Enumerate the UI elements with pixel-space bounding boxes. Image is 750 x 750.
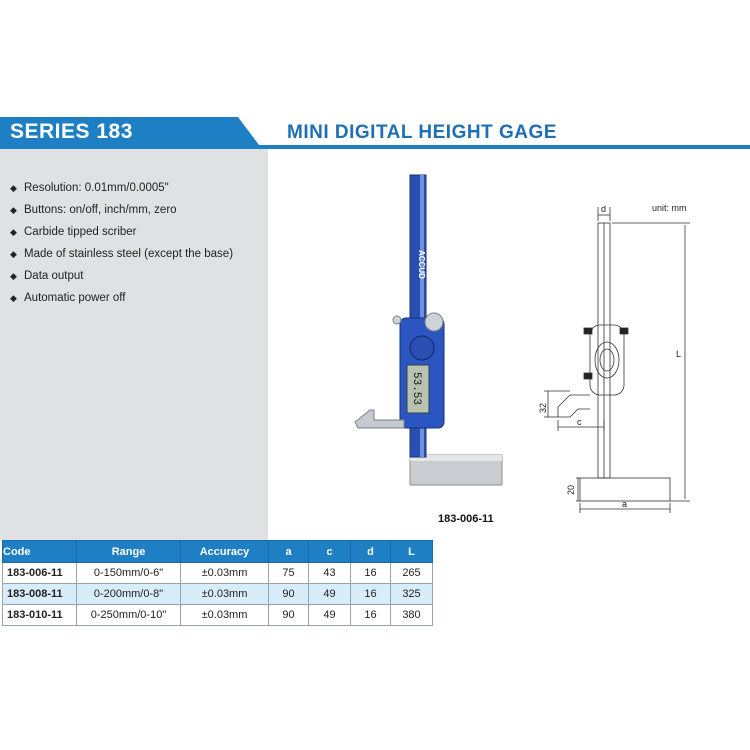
table-cell: 90: [269, 605, 309, 626]
table-cell: 183-006-11: [3, 563, 77, 584]
bullet-icon: ◆: [10, 249, 17, 259]
bullet-icon: ◆: [10, 205, 17, 215]
feature-item: [10, 221, 233, 243]
brand-label: ACCUD: [417, 250, 426, 279]
feature-text: Buttons: on/off, inch/mm, zero: [24, 204, 177, 216]
feature-item: [10, 265, 233, 287]
table-cell: 43: [309, 563, 351, 584]
banner-rule: [240, 145, 750, 149]
scriber-arm: [355, 410, 404, 428]
table-cell: 265: [391, 563, 433, 584]
fine-adjust-knob: [425, 313, 443, 331]
column-header: Accuracy: [181, 541, 269, 563]
dimension-drawing: [520, 195, 740, 515]
feature-text: Carbide tipped scriber: [24, 226, 137, 238]
dim-a-label: a: [622, 499, 628, 509]
column-header: a: [269, 541, 309, 563]
table-row: [3, 605, 433, 626]
dim-L-label: L: [676, 349, 682, 359]
table-cell: 0-200mm/0-8": [77, 584, 181, 605]
bullet-icon: ◆: [10, 227, 17, 237]
lcd-reading: 53.53: [410, 372, 422, 406]
table-cell: 0-250mm/0-10": [77, 605, 181, 626]
table-cell: 183-008-11: [3, 584, 77, 605]
table-cell: ±0.03mm: [181, 563, 269, 584]
lock-screw: [393, 316, 401, 324]
table-cell: 75: [269, 563, 309, 584]
series-title: SERIES 183: [10, 120, 133, 143]
thumb-wheel: [410, 336, 434, 360]
bullet-icon: ◆: [10, 183, 17, 193]
feature-list: [10, 177, 233, 309]
table-cell: 0-150mm/0-6": [77, 563, 181, 584]
feature-item: [10, 177, 233, 199]
table-cell: 90: [269, 584, 309, 605]
dim-20-label: 20: [566, 484, 576, 495]
table-cell: 16: [351, 605, 391, 626]
feature-item: [10, 287, 233, 309]
table-header-row: [3, 541, 433, 563]
column-header: Code: [3, 541, 77, 563]
table-cell: 325: [391, 584, 433, 605]
spec-table: [2, 540, 433, 626]
dim-32-label: 32: [538, 402, 548, 413]
bullet-icon: ◆: [10, 293, 17, 303]
feature-item: [10, 243, 233, 265]
column-header: d: [351, 541, 391, 563]
table-cell: 16: [351, 584, 391, 605]
column-header: c: [309, 541, 351, 563]
feature-item: [10, 199, 233, 221]
drawing-caption: 183-006-11: [438, 513, 494, 525]
feature-text: Made of stainless steel (except the base): [24, 248, 234, 260]
table-cell: 380: [391, 605, 433, 626]
table-cell: 183-010-11: [3, 605, 77, 626]
table-cell: ±0.03mm: [181, 605, 269, 626]
column-header: Range: [77, 541, 181, 563]
dim-d-label: d: [601, 204, 607, 214]
table-row: [3, 584, 433, 605]
table-cell: ±0.03mm: [181, 584, 269, 605]
feature-text: Automatic power off: [24, 292, 126, 304]
feature-text: Resolution: 0.01mm/0.0005": [24, 182, 169, 194]
table-cell: 49: [309, 605, 351, 626]
product-photo: [350, 170, 510, 500]
unit-label: unit: mm: [652, 203, 687, 213]
bullet-icon: ◆: [10, 271, 17, 281]
column-header: L: [391, 541, 433, 563]
table-cell: 16: [351, 563, 391, 584]
feature-text: Data output: [24, 270, 84, 282]
table-cell: 49: [309, 584, 351, 605]
dim-c-label: c: [577, 417, 582, 427]
header-banner: [0, 117, 750, 149]
table-row: [3, 563, 433, 584]
product-title: MINI DIGITAL HEIGHT GAGE: [287, 122, 557, 143]
